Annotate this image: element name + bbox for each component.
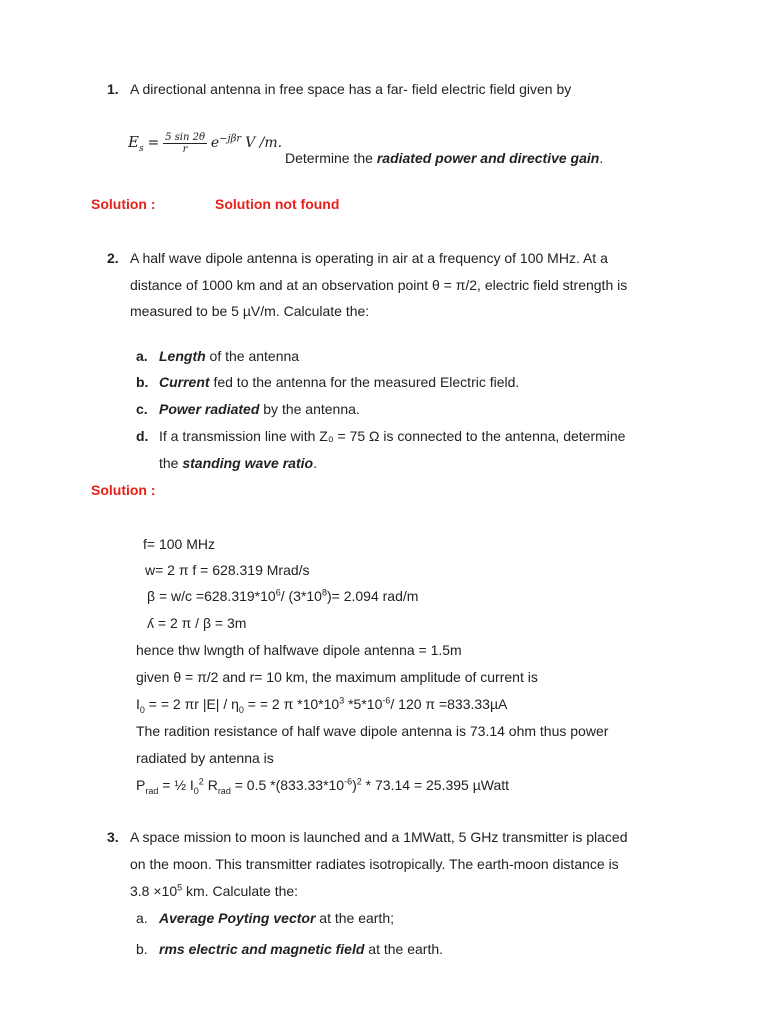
eq-fraction [163,132,207,155]
eq-exp-base: e [210,135,220,152]
sol-l10-sup1: 2 [198,776,204,787]
q3-line1: A space mission to moon is launched and a 1MWatt, 5 GHz transmitter is placed [130,829,628,845]
eq-numerator: 5 sin 2θ [165,132,205,143]
sol-l3-b: / (3*10 [280,588,322,604]
sol-line-1: f= 100 MHz [143,536,215,552]
q3-line3 [130,883,298,899]
sol-l7-sub2: 0 [238,704,244,715]
sol-l7-sup1: 3 [339,695,345,706]
q1-solution-value: Solution not found [215,196,340,212]
sol-l10-c: R [203,777,218,793]
sol-l7-e: / 120 π =833.33µA [390,696,508,712]
q2-item-d-pre: the [159,455,183,471]
q2-item-a-rest: of the antenna [205,348,300,364]
q2-item-a-marker: a. [136,348,148,364]
q2-item-b-marker: b. [136,374,149,390]
q3-item-a-bold: Average Poyting vector [159,910,316,926]
q2-item-a-bold: Length [159,348,206,364]
q2-line3: measured to be 5 µV/m. Calculate the: [130,303,370,319]
sol-l10-sup3: 2 [356,776,362,787]
q3-item-b-marker: b. [136,941,148,957]
q2-item-b-bold: Current [159,374,210,390]
q2-line1: A half wave dipole antenna is operating in air at a frequency of 100 MHz. At a [130,250,608,266]
sol-line-7 [136,695,508,715]
q1-determine-post: . [599,150,604,166]
sol-line-5: hence thw lwngth of halfwave dipole antenna = 1.5m [136,642,462,658]
q2-line2: distance of 1000 km and at an observation point θ = π/2, electric field strength is [130,277,628,293]
q3-line3-a: 3.8 ×10 [130,883,178,899]
sol-l10-sub1: rad [145,785,159,796]
sol-line-10 [136,776,510,796]
q3-item-b-bold: rms electric and magnetic field [159,941,365,957]
sol-line-9: radiated by antenna is [136,750,274,766]
q1-determine-bold: radiated power and directive gain [376,150,600,166]
q3-line3-b: km. Calculate the: [182,883,299,899]
sol-l7-b: = = 2 πr |E| / η [144,696,239,712]
q2-item-c [159,401,360,417]
sol-line-8: The radition resistance of half wave dipole antenna is 73.14 ohm thus power [136,723,609,739]
q2-item-b-rest: fed to the antenna for the measured Electric field. [209,374,520,390]
q1-determine [285,150,603,166]
sol-l3-a: β = w/c =628.319*10 [147,588,276,604]
sol-line-6: given θ = π/2 and r= 10 km, the maximum amplitude of current is [136,669,538,685]
q3-item-a [159,910,394,926]
q1-text: A directional antenna in free space has a far- field electric field given by [130,81,572,97]
q2-item-c-rest: by the antenna. [259,401,360,417]
q3-line2: on the moon. This transmitter radiates isotropically. The earth-moon distance is [130,856,619,872]
sol-l7-a: I [136,696,140,712]
q3-number: 3. [107,829,119,845]
q2-solution-label: Solution : [91,482,156,498]
sol-line-4: ʎ = 2 π / β = 3m [147,615,247,631]
q1-number: 1. [107,81,119,97]
sol-l10-sub2: 0 [193,785,199,796]
q3-item-a-rest: at the earth; [315,910,394,926]
q2-item-d: If a transmission line with Z₀ = 75 Ω is connected to the antenna, determine [159,428,626,444]
q1-determine-pre: Determine the [285,150,377,166]
q3-line3-sup: 5 [177,882,183,893]
eq-units: V /m. [245,135,283,152]
q3-item-b-rest: at the earth. [364,941,444,957]
sol-l10-d: = 0.5 *(833.33*10 [230,777,345,793]
q2-item-d-marker: d. [136,428,149,444]
q2-item-d-bold: standing wave ratio [182,455,314,471]
eq-exponent: −jβr [219,133,242,145]
sol-l7-d: *5*10 [344,696,383,712]
sol-l3-sup2: 8 [321,587,327,598]
sol-line-3 [147,588,418,604]
sol-l3-sup1: 6 [275,587,281,598]
sol-l3-c: )= 2.094 rad/m [326,588,419,604]
sol-l7-sup2: -6 [382,695,391,706]
sol-l10-f: * 73.14 = 25.395 µWatt [361,777,510,793]
eq-denominator: r [182,144,188,155]
sol-l10-sub3: rad [217,785,231,796]
q1-equation [128,132,282,155]
sol-l7-c: = = 2 π *10*10 [243,696,340,712]
eq-equals: = [147,135,160,152]
q2-item-d-cont [159,455,317,471]
q2-number: 2. [107,250,119,266]
sol-l10-sup2: -6 [344,776,353,787]
q2-item-c-marker: c. [136,401,148,417]
q3-item-b [159,941,443,957]
sol-l10-a: P [136,777,146,793]
q2-item-d-post: . [313,455,317,471]
eq-lhs: E [128,133,139,152]
q2-item-c-bold: Power radiated [159,401,260,417]
q1-solution-label: Solution : [91,196,156,212]
sol-l10-b: = ½ I [158,777,194,793]
sol-line-2: w= 2 π f = 628.319 Mrad/s [145,562,310,578]
eq-lhs-sub: s [138,144,144,154]
sol-l10-e: ) [352,777,357,793]
q3-item-a-marker: a. [136,910,148,926]
sol-l7-sub1: 0 [139,704,145,715]
q2-item-a [159,348,299,364]
q2-item-b [159,374,519,390]
